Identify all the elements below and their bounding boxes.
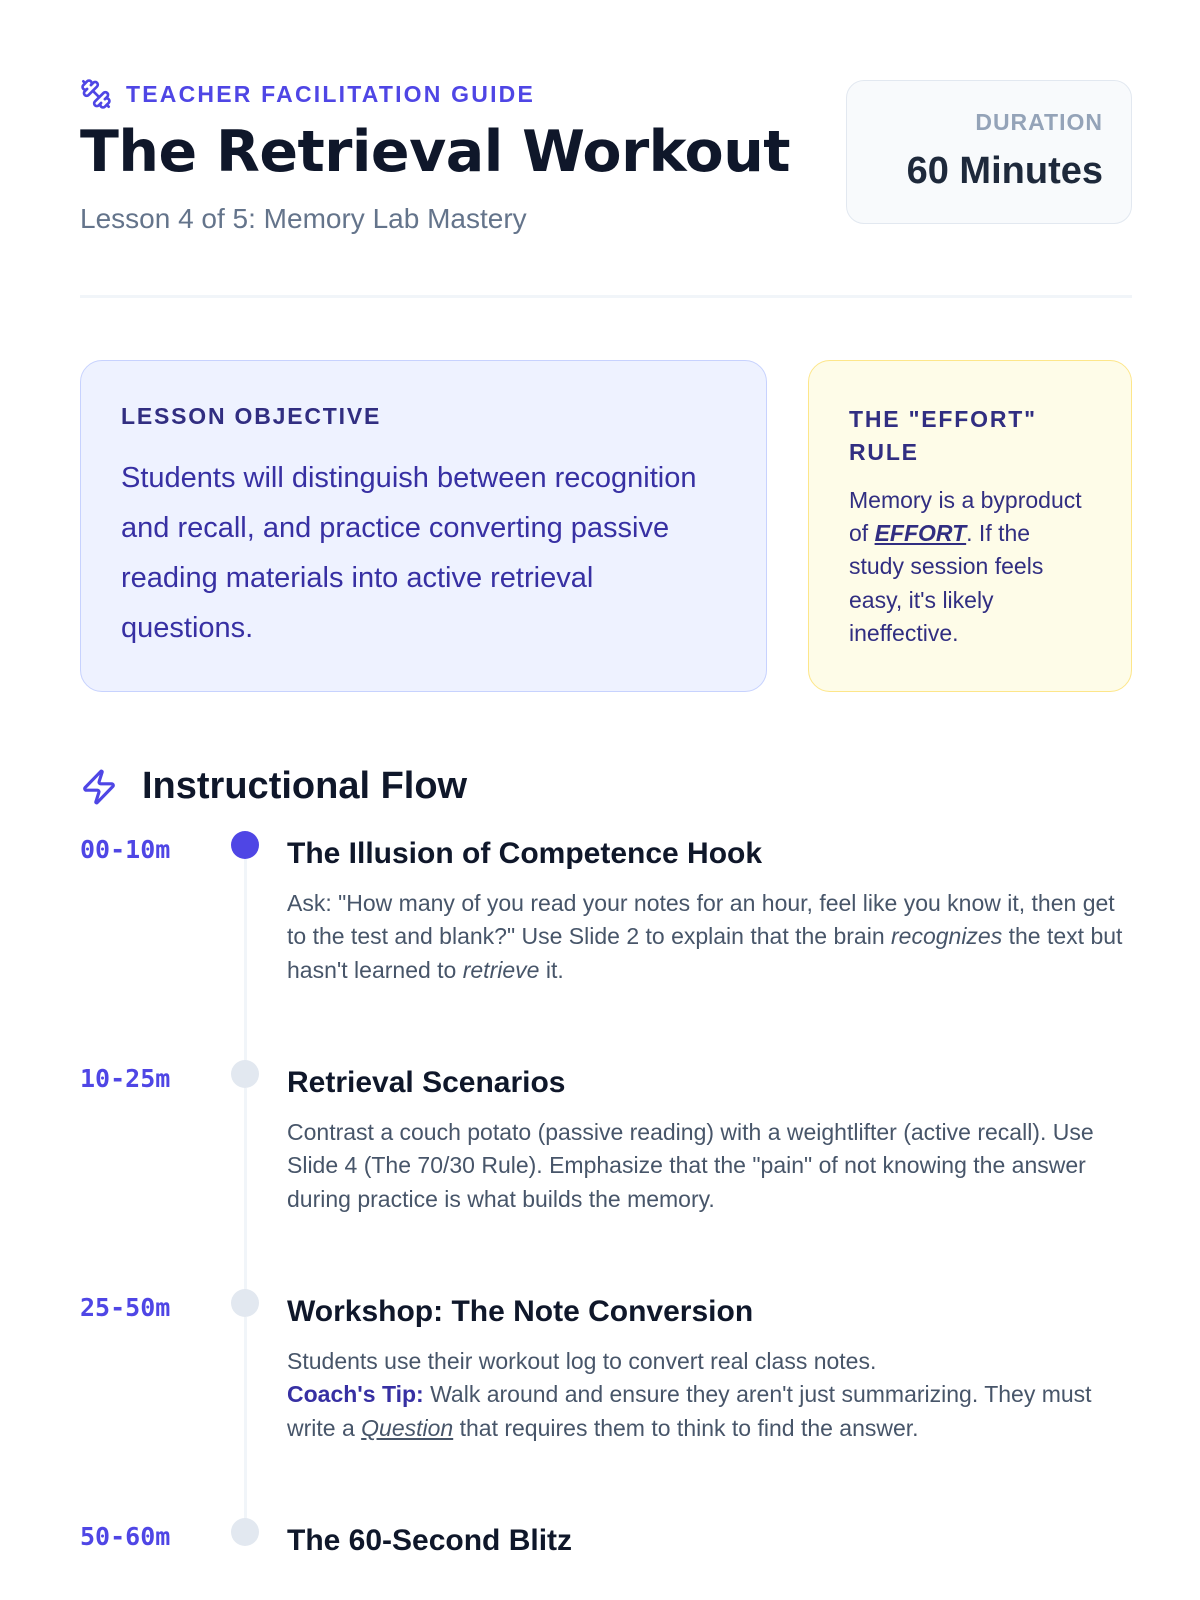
effort-rule-text [849, 484, 1091, 651]
timeline-dot-active [231, 831, 259, 859]
step-text: Contrast a couch potato (passive reading) with a weightlifter (active recall). Use Slide 4 (The 70/30 Rule). Emphasize that the "pain" of not knowing the answer during practice is what builds the memory. [287, 1119, 1094, 1212]
duration-card [846, 80, 1132, 224]
step-title: The 60-Second Blitz [287, 1524, 573, 1557]
step-text-emphasis: Question [361, 1414, 454, 1441]
step-text-part: the text but hasn't learned to [287, 923, 1123, 983]
timeline-line [244, 1317, 247, 1522]
step-title: Retrieval Scenarios [287, 1066, 566, 1099]
step-body [287, 1066, 1132, 1216]
lightning-icon [80, 766, 118, 808]
step-body [287, 1295, 1132, 1445]
step-time: 50-60m [80, 1522, 171, 1551]
timeline-line [244, 1088, 247, 1293]
step-text-part: that requires them to think to find the answer. [453, 1414, 919, 1441]
step-time: 25-50m [80, 1293, 171, 1322]
effort-rule-label: THE "EFFORT" RULE [849, 406, 1037, 466]
divider [80, 295, 1132, 298]
timeline-line [244, 859, 247, 1064]
coach-tip-label: Coach's Tip: [287, 1381, 424, 1408]
step-text-part: it. [539, 956, 564, 983]
step-title: The Illusion of Competence Hook [287, 837, 763, 870]
objective-label: LESSON OBJECTIVE [121, 403, 382, 429]
step-text [287, 1345, 1132, 1445]
timeline-dot [231, 1060, 259, 1088]
effort-emphasis: EFFORT [874, 520, 967, 547]
step-text-part: Students use their workout log to convert real class notes. [287, 1348, 877, 1374]
effort-text-before: Memory is a byproduct of [849, 486, 1082, 547]
effort-rule-card [808, 360, 1132, 692]
timeline-dot [231, 1518, 259, 1546]
step-body [287, 1524, 1132, 1558]
page-title: The Retrieval Workout [80, 119, 791, 185]
duration-label: DURATION [975, 109, 1103, 135]
eyebrow-label: TEACHER FACILITATION GUIDE [126, 80, 536, 107]
step-text-part: Walk around and ensure they aren't just summarizing. They must write a [287, 1381, 1092, 1441]
dumbbell-icon [80, 78, 112, 110]
duration-value: 60 Minutes [906, 150, 1103, 192]
step-time: 10-25m [80, 1064, 171, 1093]
section-title: Instructional Flow [142, 765, 468, 807]
step-title: Workshop: The Note Conversion [287, 1295, 754, 1328]
step-text-emphasis: retrieve [462, 956, 540, 983]
step-body [287, 837, 1132, 987]
instructional-flow-heading [80, 765, 467, 808]
step-time: 00-10m [80, 835, 171, 864]
step-text-part: Ask: "How many of you read your notes for an hour, feel like you know it, then get to the test and blank?" Use Slide 2 to explain that the brain [287, 890, 1115, 950]
effort-text-after: . If the study session feels easy, it's likely ineffective. [849, 520, 1044, 647]
objective-text: Students will distinguish between recognition and recall, and practice converting passive reading materials into active retrieval questions. [121, 462, 697, 644]
step-text [287, 887, 1132, 987]
lesson-objective-card [80, 360, 767, 692]
header [80, 78, 1132, 234]
step-text-emphasis: recognizes [891, 923, 1003, 950]
timeline-dot [231, 1289, 259, 1317]
page-subtitle: Lesson 4 of 5: Memory Lab Mastery [80, 203, 527, 234]
